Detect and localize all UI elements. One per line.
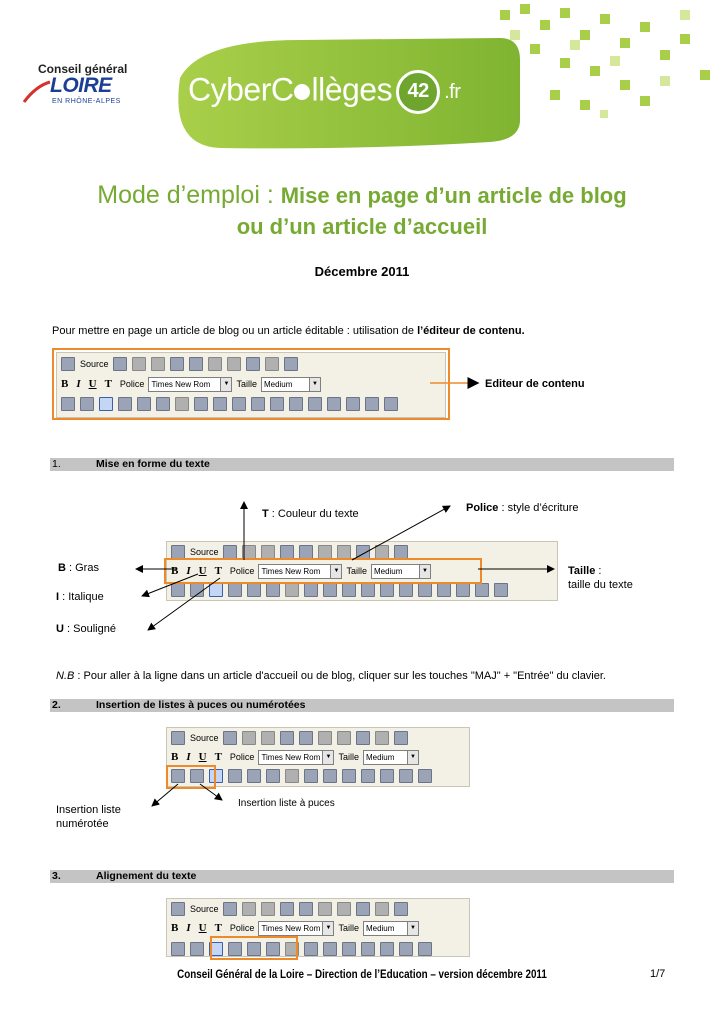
chevron-down-icon: ▼: [322, 922, 333, 935]
police-label: Police: [119, 379, 145, 389]
annotation-bullet-list: Insertion liste à puces: [238, 798, 335, 809]
section-3-number: 3.: [52, 870, 61, 882]
taille-value: Medium: [365, 752, 395, 762]
souligne-arrow: [148, 578, 220, 630]
police-value: Times New Rom: [261, 752, 321, 762]
police-label: Police: [229, 566, 255, 576]
page-number: 1/7: [650, 968, 666, 980]
logo-line1: Conseil général: [38, 62, 128, 76]
taille-label: Taille: [338, 752, 359, 762]
police-value: Times New Rom: [151, 379, 211, 389]
source-label: Source: [80, 359, 109, 369]
numbered-line1: Insertion liste: [56, 804, 121, 816]
source-label: Source: [190, 733, 219, 743]
italique-key: I: [56, 591, 60, 603]
couleur-text: : Couleur du texte: [268, 508, 359, 520]
text-color-button-glyph: T: [104, 378, 112, 390]
taille-text2: taille du texte: [568, 579, 633, 591]
chevron-down-icon: ▼: [309, 378, 320, 391]
souligne-key: U: [56, 623, 64, 635]
underline-button-glyph: U: [198, 565, 207, 577]
bold-button-glyph: B: [171, 922, 179, 934]
brand-badge: 42: [396, 70, 440, 114]
italique-text: : Italique: [59, 591, 104, 603]
taille-text: :: [595, 565, 602, 577]
page-footer: Conseil Général de la Loire – Direction de l’Education – version décembre 2011: [177, 967, 547, 981]
taille-value: Medium: [373, 566, 403, 576]
text-color-button-glyph: T: [214, 922, 222, 934]
bullet-list-arrow: [200, 784, 222, 800]
taille-label: Taille: [236, 379, 257, 389]
intro-bold: l’éditeur de contenu.: [417, 325, 525, 337]
text-color-button-glyph: T: [214, 565, 222, 577]
brand-tld: .fr: [444, 80, 461, 103]
title-prefix: Mode d’emploi :: [97, 181, 281, 209]
section-2-number: 2.: [52, 699, 61, 711]
bold-button-glyph: B: [171, 751, 179, 763]
section-2-label: Insertion de listes à puces ou numérotées: [96, 699, 306, 711]
police-value: Times New Rom: [261, 923, 321, 933]
chevron-down-icon: ▼: [330, 565, 341, 578]
section-1-number: 1.: [52, 458, 61, 470]
underline-button-glyph: U: [198, 922, 207, 934]
taille-value: Medium: [365, 923, 395, 933]
title-line2: ou d’un article d’accueil: [236, 214, 488, 239]
police-arrow: [352, 506, 450, 560]
section-1-label: Mise en forme du texte: [96, 458, 210, 470]
police-text: : style d’écriture: [498, 502, 579, 514]
brand-part1: Cyber: [188, 71, 271, 108]
logo-line3: EN RHÔNE-ALPES: [52, 98, 121, 105]
couleur-key: T: [262, 508, 269, 520]
souligne-text: : Souligné: [63, 623, 116, 635]
chevron-down-icon: ▼: [407, 751, 418, 764]
gras-text: : Gras: [65, 562, 99, 574]
bold-button-glyph: B: [61, 378, 69, 390]
chevron-down-icon: ▼: [220, 378, 231, 391]
taille-label: Taille: [338, 923, 359, 933]
italique-arrow: [142, 574, 198, 596]
italic-button-glyph: I: [186, 565, 191, 577]
police-label: Police: [229, 923, 255, 933]
logo-line2: LOIRE: [50, 74, 112, 97]
editor-label: Editeur de contenu: [485, 378, 585, 390]
underline-button-glyph: U: [198, 751, 207, 763]
taille-label: Taille: [346, 566, 367, 576]
source-label: Source: [190, 547, 219, 557]
title-line1: Mise en page d’un article de blog: [280, 183, 627, 208]
police-value: Times New Rom: [261, 566, 321, 576]
police-label: Police: [229, 752, 255, 762]
chevron-down-icon: ▼: [407, 922, 418, 935]
chevron-down-icon: ▼: [322, 751, 333, 764]
brand-part3: llèges: [311, 71, 393, 108]
brand-part2: C: [270, 71, 294, 108]
bold-button-glyph: B: [171, 565, 179, 577]
document-date: Décembre 2011: [314, 264, 410, 279]
chevron-down-icon: ▼: [419, 565, 430, 578]
numbered-line2: numérotée: [56, 818, 109, 830]
police-key: Police: [466, 502, 499, 514]
section-3-label: Alignement du texte: [96, 870, 197, 882]
numbered-list-arrow: [152, 784, 178, 806]
italic-button-glyph: I: [76, 378, 81, 390]
italic-button-glyph: I: [186, 922, 191, 934]
text-color-button-glyph: T: [214, 751, 222, 763]
gras-key: B: [58, 562, 66, 574]
nb-text: : Pour aller à la ligne dans un article d'accueil ou de blog, cliquer sur les touches "MAJ" + "Entrée" du clavier.: [74, 670, 606, 682]
underline-button-glyph: U: [88, 378, 97, 390]
nb-key: N.B: [56, 670, 75, 682]
intro-text: Pour mettre en page un article de blog ou un article éditable : utilisation de: [52, 325, 418, 337]
italic-button-glyph: I: [186, 751, 191, 763]
taille-key: Taille: [568, 565, 596, 577]
taille-value: Medium: [263, 379, 293, 389]
source-label: Source: [190, 904, 219, 914]
